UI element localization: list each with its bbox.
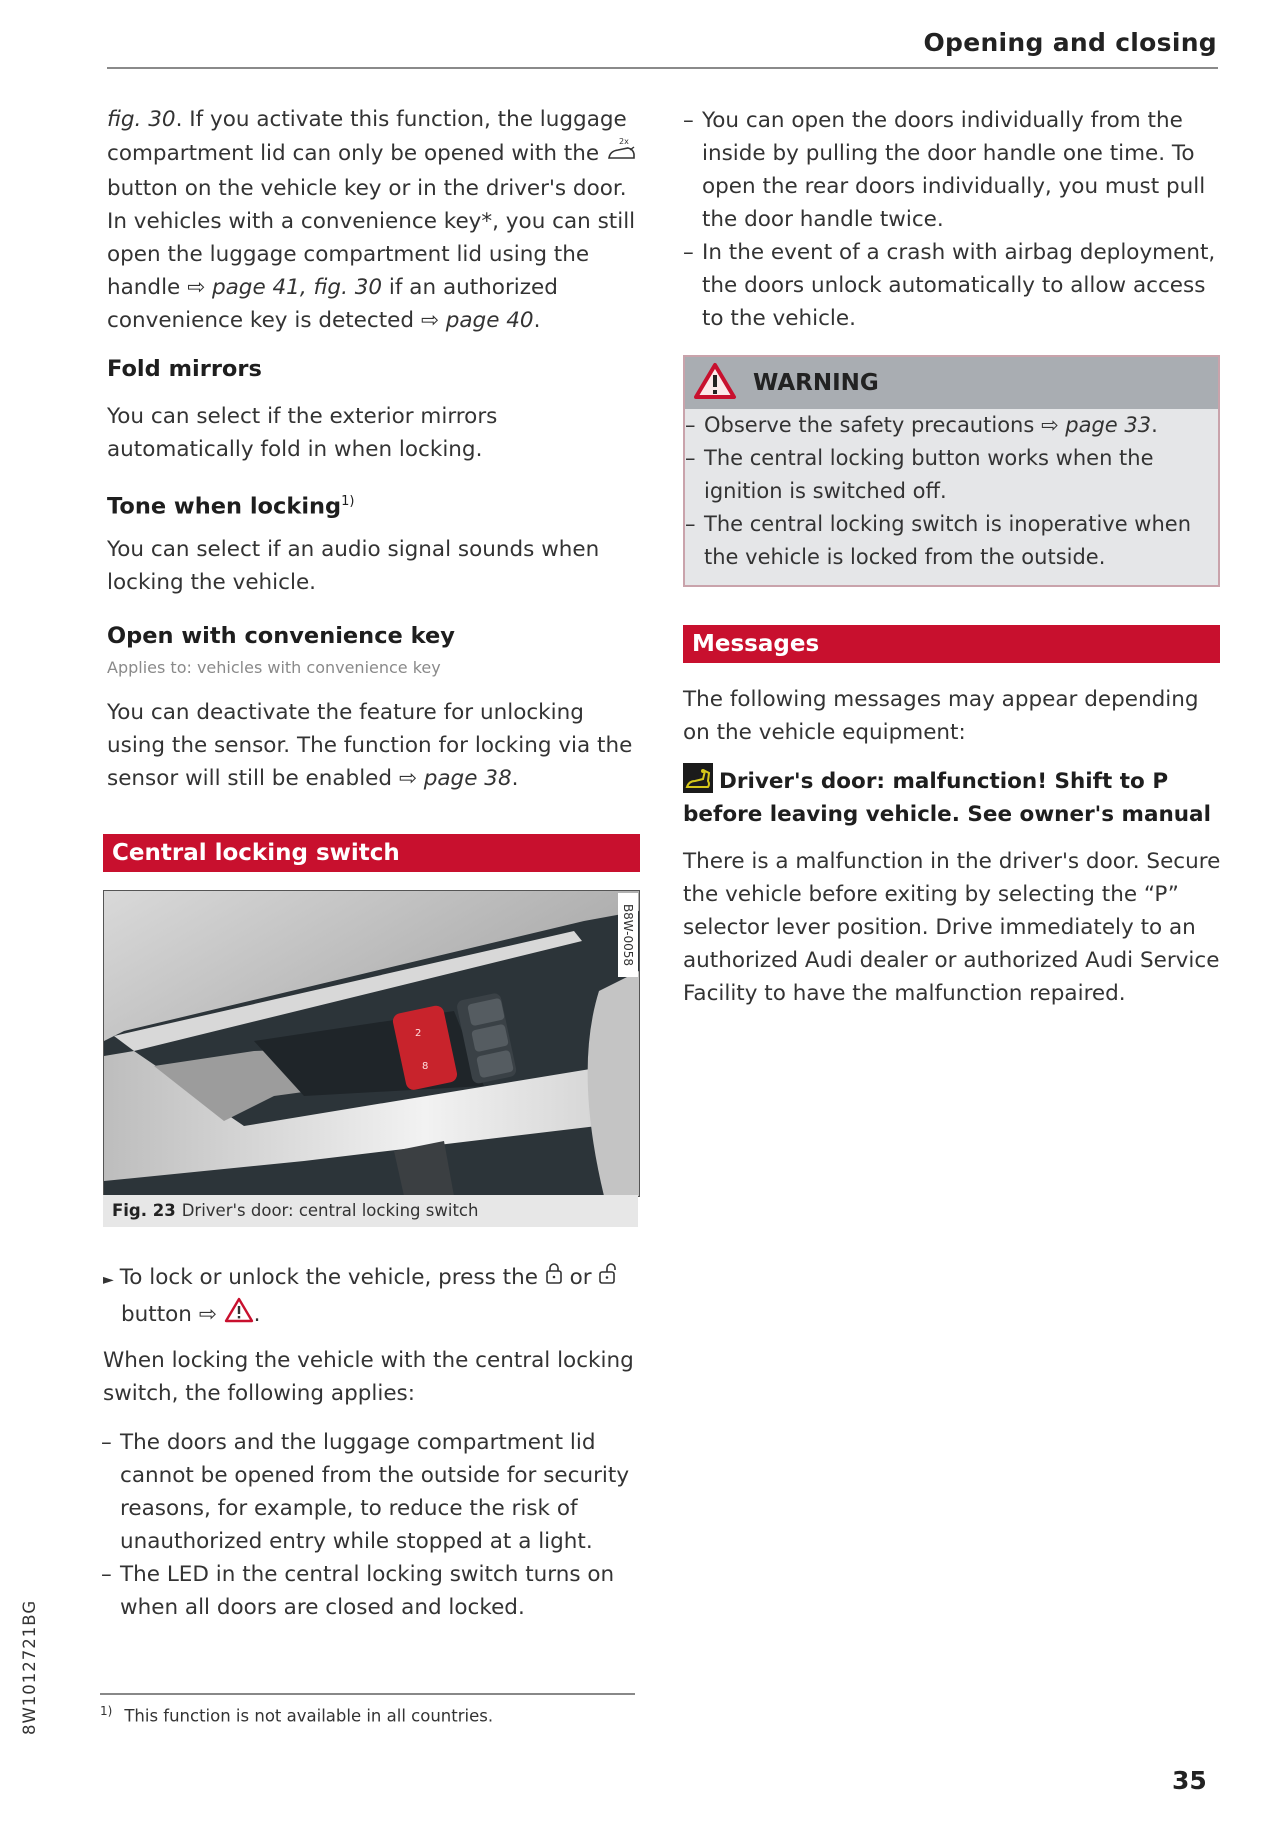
- warning-box: [683, 355, 1220, 587]
- figure-drivers-door: [103, 890, 640, 1197]
- unlock-icon: [598, 1262, 618, 1295]
- lock-icon: [545, 1262, 563, 1295]
- central-locking-applies-text: When locking the vehicle with the central locking switch, the following applies:: [103, 1348, 634, 1406]
- messages-intro: The following messages may appear depending on the vehicle equipment:: [683, 687, 1199, 745]
- message-title-text: Driver's door: malfunction! Shift to P before leaving vehicle. See owner's manual: [683, 769, 1211, 827]
- section-title-messages: Messages: [683, 625, 1220, 663]
- intro-paragraph: [107, 103, 642, 337]
- unlock-symbol: 8: [422, 1061, 429, 1072]
- svg-text:2x: 2x: [618, 137, 629, 146]
- drivers-door-illustration: [104, 891, 639, 1196]
- footnote-divider: [100, 1693, 635, 1695]
- footnote-reference[interactable]: 1): [341, 494, 355, 509]
- list-item: – The doors and the luggage compartment lid cannot be opened from the outside for security reasons, for example, to reduce the risk of unauthorized entry while stopped at a light.: [101, 1426, 641, 1558]
- page-33-link[interactable]: page 33: [1065, 413, 1152, 437]
- footnote-text: This function is not available in all countries.: [124, 1706, 494, 1726]
- warning-triangle-icon: [693, 362, 737, 404]
- figure-caption: [103, 1195, 638, 1227]
- tone-when-locking-text: You can select if an audio signal sounds when locking the vehicle.: [107, 537, 600, 595]
- warning-header: [685, 357, 1218, 409]
- header-divider: [107, 67, 1218, 69]
- document-code: 8W1012721BG: [20, 1599, 39, 1735]
- warning-item: [685, 409, 1218, 442]
- bullet-arrow: ►: [103, 1272, 114, 1288]
- intro-text-end: .: [533, 308, 541, 333]
- figure-code: B8W-0058: [621, 903, 635, 967]
- page-40-link[interactable]: page 40: [445, 308, 534, 333]
- heading-open-with-convenience-key: Open with convenience key: [107, 623, 455, 649]
- luggage-compartment-2x-icon: [606, 136, 638, 172]
- instruction-step: [103, 1261, 643, 1333]
- list-item: – You can open the doors individually from the inside by pulling the door handle one time. To open the rear doors individually, you must pull the door handle twice.: [683, 104, 1223, 236]
- applies-to-note: Applies to: vehicles with convenience key: [107, 658, 441, 677]
- list-item: – In the event of a crash with airbag deployment, the doors unlock automatically to allow access to the vehicle.: [683, 236, 1223, 335]
- warning-list: [685, 409, 1218, 574]
- figure-caption-label: Fig. 23: [112, 1201, 176, 1220]
- warning-item-text: Observe the safety precautions ⇨: [704, 413, 1066, 437]
- intro-text-3: if an authorized convenience key is detected ⇨: [107, 275, 558, 333]
- page-38-link[interactable]: page 38: [423, 766, 512, 791]
- section-title-central-locking-switch: Central locking switch: [103, 834, 640, 872]
- convenience-key-text-body: You can deactivate the feature for unlocking using the sensor. The function for locking via the sensor will still be enabled ⇨: [107, 700, 633, 791]
- page-41-link[interactable]: page 41, fig. 30: [211, 275, 383, 300]
- footnote: [100, 1704, 493, 1726]
- message-description: There is a malfunction in the driver's door. Secure the vehicle before exiting by selecting the “P” selector lever position. Drive immediately to an authorized Audi dealer or authorized Audi Service Facility to have the malfunction repaired.: [683, 849, 1221, 1006]
- page-header-title: Opening and closing: [923, 28, 1217, 57]
- convenience-key-text-end: .: [511, 766, 519, 791]
- figure-caption-text: Driver's door: central locking switch: [181, 1201, 479, 1220]
- warning-item: – The central locking button works when the ignition is switched off.: [685, 442, 1218, 508]
- warning-item-end: .: [1151, 413, 1158, 437]
- warning-item: – The central locking switch is inoperative when the vehicle is locked from the outside.: [685, 508, 1218, 574]
- heading-fold-mirrors: Fold mirrors: [107, 356, 262, 382]
- tone-heading-text: Tone when locking: [107, 493, 342, 520]
- list-item: – The LED in the central locking switch turns on when all doors are closed and locked.: [101, 1558, 641, 1624]
- heading-tone-when-locking: [107, 487, 355, 522]
- warning-triangle-icon[interactable]: [224, 1297, 254, 1333]
- intro-text-2: button on the vehicle key or in the driver's door. In vehicles with a convenience key*, you can still open the luggage compartment lid using the handle ⇨: [107, 176, 636, 300]
- page-number: 35: [1172, 1766, 1207, 1795]
- message-title: [683, 763, 1223, 831]
- instruction-text-3: .: [253, 1302, 261, 1327]
- central-locking-list: [101, 1426, 641, 1624]
- instruction-or: or: [562, 1265, 599, 1290]
- instruction-text-1: To lock or unlock the vehicle, press the: [119, 1265, 545, 1290]
- convenience-key-text: [107, 696, 642, 795]
- fig-reference-link[interactable]: fig. 30: [107, 107, 176, 132]
- door-opening-list: [683, 104, 1223, 335]
- instruction-text-2: button ⇨: [121, 1302, 224, 1327]
- figure-code-label: [618, 893, 638, 977]
- driver-door-malfunction-icon: [683, 763, 713, 793]
- fold-mirrors-text: You can select if the exterior mirrors automatically fold in when locking.: [107, 404, 498, 462]
- intro-text-1: . If you activate this function, the luggage compartment lid can only be opened with the: [107, 107, 627, 166]
- footnote-mark: 1): [100, 1704, 113, 1718]
- warning-title: WARNING: [753, 370, 879, 396]
- lock-symbol: 2: [415, 1028, 422, 1039]
